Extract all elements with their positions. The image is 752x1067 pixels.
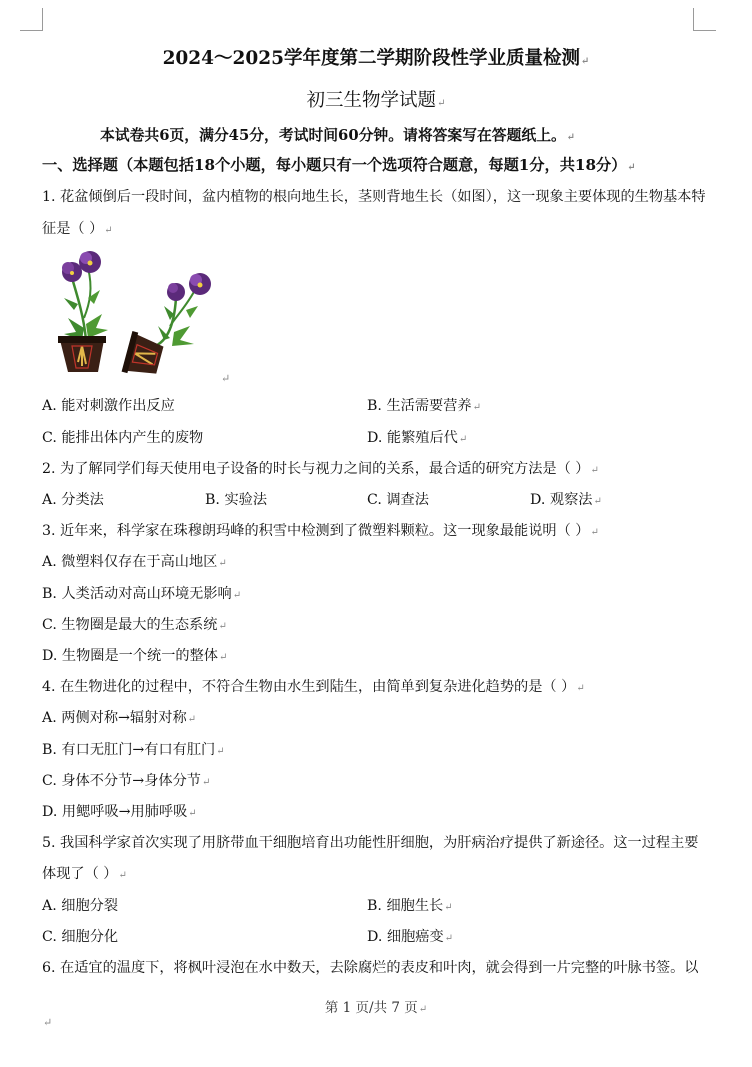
figure-return-mark: ↵ [221, 372, 231, 385]
plant-gravitropism-figure [38, 248, 238, 383]
upright-pot-plant [58, 251, 108, 372]
exam-title: 2024～2025学年度第二学期阶段性学业质量检测↵ [162, 48, 590, 69]
exam-subtitle: 初三生物学试题↵ [306, 90, 446, 111]
question-4-option-d: D. 用鳃呼吸→用肺呼吸↵ [42, 804, 197, 820]
question-4-stem: 4. 在生物进化的过程中，不符合生物由水生到陆生，由简单到复杂进化趋势的是（ ）↵ [42, 679, 585, 695]
question-2-stem: 2. 为了解同学们每天使用电子设备的时长与视力之间的关系，最合适的研究方法是（ ）↵ [42, 461, 599, 477]
crop-mark-top-right [693, 8, 716, 31]
question-3-option-a: A. 微塑料仅存在于高山地区↵ [42, 554, 227, 570]
question-5-line-2: 体现了（ ）↵ [42, 866, 127, 882]
question-6-line-1: 6. 在适宜的温度下，将枫叶浸泡在水中数天，去除腐烂的表皮和叶肉，就会得到一片完整的叶脉书签。以 [42, 960, 699, 976]
question-3-option-b: B. 人类活动对高山环境无影响↵ [42, 586, 242, 602]
question-4-option-a: A. 两侧对称→辐射对称↵ [42, 710, 197, 726]
question-3-option-d: D. 生物圈是一个统一的整体↵ [42, 648, 228, 664]
question-3-option-c: C. 生物圈是最大的生态系统↵ [42, 617, 227, 633]
question-1-option-c: C. 能排出体内产生的废物 [42, 430, 204, 446]
question-3-stem: 3. 近年来，科学家在珠穆朗玛峰的积雪中检测到了微塑料颗粒。这一现象最能说明（ ）↵ [42, 523, 599, 539]
page-footer: 第 1 页/共 7 页↵ [324, 1000, 428, 1016]
crop-mark-top-left [20, 8, 43, 31]
question-5-line-1: 5. 我国科学家首次实现了用脐带血干细胞培育出功能性肝细胞，为肝病治疗提供了新途径。这一过程主要 [42, 835, 699, 851]
question-5-option-c: C. 细胞分化 [42, 929, 119, 945]
question-5-option-a: A. 细胞分裂 [42, 898, 119, 914]
question-4-option-b: B. 有口无肛门→有口有肛门↵ [42, 742, 225, 758]
footer-return-mark: ↵ [43, 1016, 53, 1029]
question-2-option-a: A. 分类法 [42, 492, 104, 508]
question-2-option-c: C. 调查法 [367, 492, 429, 508]
question-1-option-d: D. 能繁殖后代↵ [367, 430, 468, 446]
question-1-line-1: 1. 花盆倾倒后一段时间，盆内植物的根向地生长，茎则背地生长（如图），这一现象主要体现的生物基本特 [42, 189, 706, 205]
question-1-option-a: A. 能对刺激作出反应 [42, 398, 175, 414]
section-heading: 一、选择题（本题包括18个小题，每小题只有一个选项符合题意，每题1分，共18分）↵ [42, 156, 636, 174]
exam-note: 本试卷共6页，满分45分，考试时间60分钟。请将答案写在答题纸上。↵ [100, 127, 576, 144]
question-5-option-d: D. 细胞癌变↵ [367, 929, 454, 945]
question-1-line-2: 征是（ ）↵ [42, 221, 113, 237]
question-2-option-b: B. 实验法 [205, 492, 268, 508]
question-1-option-b: B. 生活需要营养↵ [367, 398, 481, 414]
tilted-pot-plant [122, 273, 211, 380]
question-2-option-d: D. 观察法↵ [530, 492, 602, 508]
question-4-option-c: C. 身体不分节→身体分节↵ [42, 773, 211, 789]
question-5-option-b: B. 细胞生长↵ [367, 898, 453, 914]
